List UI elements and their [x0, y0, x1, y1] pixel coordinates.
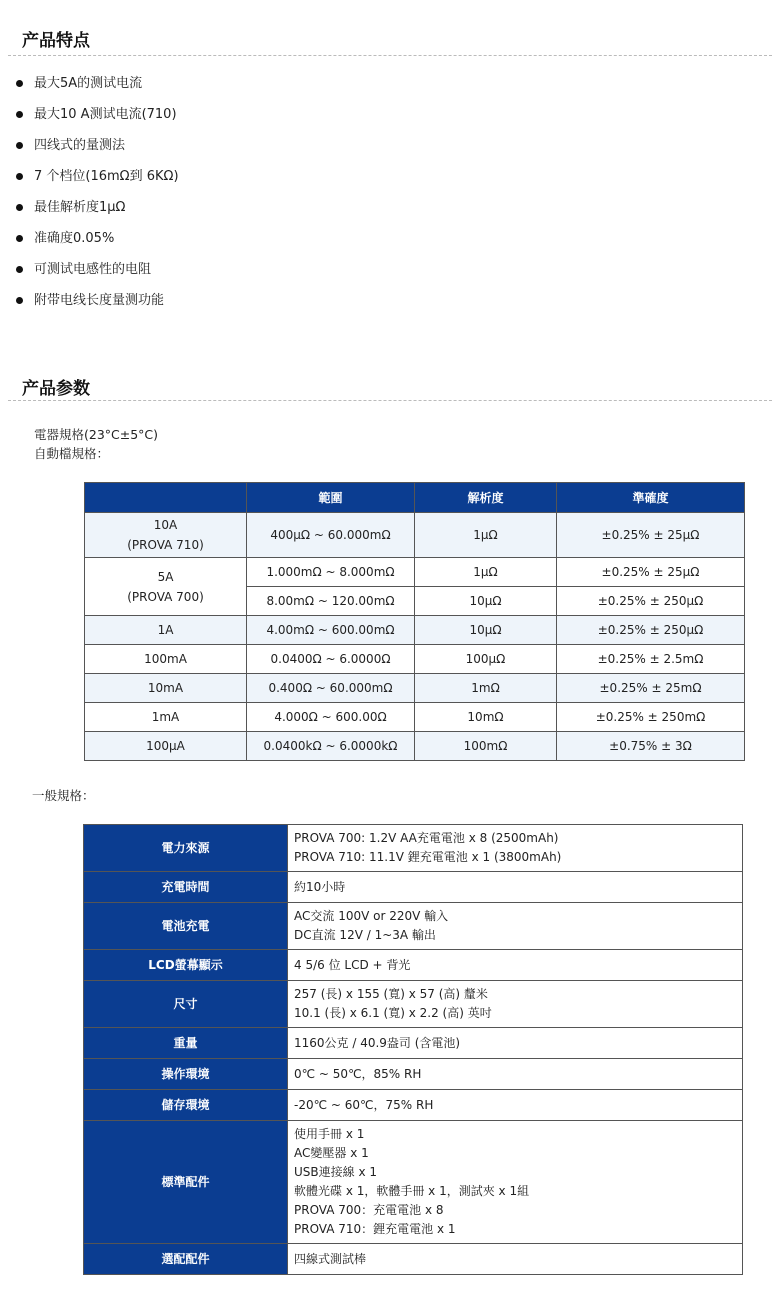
spec-value-line: PROVA 700：充電電池 x 8 [294, 1203, 444, 1217]
spec-label-cell: 選配配件 [84, 1244, 288, 1275]
spec-label-cell: 操作環境 [84, 1059, 288, 1090]
table-row [84, 1028, 743, 1059]
spec-value-cell [288, 872, 743, 903]
table-row [84, 903, 743, 950]
spec-value-line: 四線式測試棒 [294, 1251, 367, 1266]
spec-value-cell [288, 1090, 743, 1121]
current-range-text: 10A [153, 518, 178, 532]
features-title: 产品特点 [22, 31, 90, 51]
params-title: 产品参数 [22, 379, 90, 399]
current-range-text: 10mA [147, 681, 184, 695]
feature-item: 准确度0.05% [16, 223, 179, 254]
spec-label-cell: 電池充電 [84, 903, 288, 950]
spec-value-cell [288, 1121, 743, 1244]
accuracy-cell: ±0.75% ± 3Ω [557, 732, 745, 761]
spec-label-cell: 尺寸 [84, 981, 288, 1028]
table-row [85, 558, 745, 587]
feature-item: 可测试电感性的电阻 [16, 254, 179, 285]
table-header-cell: 範圍 [247, 483, 415, 513]
spec-label-cell: 儲存環境 [84, 1090, 288, 1121]
feature-item: 附带电线长度量测功能 [16, 285, 179, 316]
current-range-text: 100μA [146, 739, 185, 753]
spec-label-cell: 電力來源 [84, 825, 288, 872]
spec-value-line: -20℃ ~ 60℃，75% RH [294, 1097, 434, 1112]
feature-item: 最大10 A测试电流(710) [16, 99, 179, 130]
table-row [85, 674, 745, 703]
spec-label-cell: 重量 [84, 1028, 288, 1059]
accuracy-cell: ±0.25% ± 2.5mΩ [557, 645, 745, 674]
accuracy-cell: ±0.25% ± 25μΩ [557, 558, 745, 587]
table-row [84, 950, 743, 981]
feature-item: 最佳解析度1μΩ [16, 192, 179, 223]
spec-value-line: DC直流 12V / 1~3A 輸出 [294, 928, 436, 942]
spec-value-cell [288, 1059, 743, 1090]
current-range-text: 5A [157, 569, 174, 584]
accuracy-cell: ±0.25% ± 250mΩ [557, 703, 745, 732]
table-row [85, 732, 745, 761]
range-cell: 4.000Ω ~ 600.00Ω [247, 703, 415, 732]
range-cell: 1.000mΩ ~ 8.000mΩ [247, 558, 415, 587]
table-row [84, 981, 743, 1028]
range-cell: 4.00mΩ ~ 600.00mΩ [247, 616, 415, 645]
table-row [84, 1121, 743, 1244]
range-cell: 8.00mΩ ~ 120.00mΩ [247, 587, 415, 616]
table-row [84, 1090, 743, 1121]
general-spec-label: 一般規格： [32, 788, 95, 803]
range-cell: 0.0400Ω ~ 6.0000Ω [247, 645, 415, 674]
resolution-cell: 100μΩ [415, 645, 557, 674]
range-cell: 0.400Ω ~ 60.000mΩ [247, 674, 415, 703]
current-range-cell [85, 616, 247, 645]
spec-value-line: PROVA 700: 1.2V AA充電電池 x 8 (2500mAh) [294, 831, 559, 845]
table-row [85, 645, 745, 674]
feature-item: 7 个档位(16mΩ到 6KΩ) [16, 161, 179, 192]
spec-value-cell [288, 981, 743, 1028]
table-row [84, 1059, 743, 1090]
feature-item: 最大5A的测试电流 [16, 68, 179, 99]
divider [8, 55, 772, 56]
feature-item: 四线式的量测法 [16, 130, 179, 161]
spec-value-line: AC交流 100V or 220V 輸入 [294, 909, 449, 923]
table-row [84, 825, 743, 872]
resolution-cell: 100mΩ [415, 732, 557, 761]
table-row [85, 616, 745, 645]
spec-value-cell [288, 825, 743, 872]
spec-value-line: USB連接線 x 1 [294, 1165, 377, 1179]
accuracy-cell: ±0.25% ± 250μΩ [557, 616, 745, 645]
resolution-cell: 10mΩ [415, 703, 557, 732]
resolution-cell: 10μΩ [415, 616, 557, 645]
current-range-cell [85, 645, 247, 674]
general-spec-table [83, 824, 743, 1275]
spec-value-line: AC變壓器 x 1 [294, 1146, 369, 1160]
resolution-cell: 10μΩ [415, 587, 557, 616]
resolution-cell: 1μΩ [415, 558, 557, 587]
divider [8, 400, 772, 401]
spec-line-electrical: 電器規格(23°C±5°C) [34, 427, 159, 442]
table-row [84, 1244, 743, 1275]
spec-label-cell: 充電時間 [84, 872, 288, 903]
spec-value-line: 軟體光碟 x 1，軟體手冊 x 1，測試夾 x 1組 [294, 1184, 530, 1198]
range-cell: 0.0400kΩ ~ 6.0000kΩ [247, 732, 415, 761]
table-row [85, 703, 745, 732]
spec-value-line: 257 (長) x 155 (寬) x 57 (高) 釐米 [294, 987, 488, 1001]
spec-value-line: 使用手冊 x 1 [294, 1127, 365, 1141]
spec-value-line: 0℃ ~ 50℃，85% RH [294, 1066, 422, 1081]
accuracy-cell: ±0.25% ± 25μΩ [557, 513, 745, 558]
current-range-text: 1A [157, 623, 174, 637]
spec-value-line: PROVA 710: 11.1V 鋰充電電池 x 1 (3800mAh) [294, 850, 562, 864]
feature-list [16, 68, 179, 316]
auto-range-spec-table [84, 482, 745, 761]
current-range-text: 1mA [151, 710, 180, 724]
spec-value-cell [288, 903, 743, 950]
current-range-cell [85, 703, 247, 732]
resolution-cell: 1mΩ [415, 674, 557, 703]
spec-value-cell [288, 1028, 743, 1059]
table-header-cell: 解析度 [415, 483, 557, 513]
table-header-cell: 準確度 [557, 483, 745, 513]
accuracy-cell: ±0.25% ± 25mΩ [557, 674, 745, 703]
range-cell: 400μΩ ~ 60.000mΩ [247, 513, 415, 558]
spec-label-cell: 標準配件 [84, 1121, 288, 1244]
current-range-cell [85, 732, 247, 761]
current-range-cell [85, 513, 247, 558]
current-range-text: 100mA [144, 652, 187, 666]
spec-label-cell: LCD螢幕顯示 [84, 950, 288, 981]
table-row [85, 513, 745, 558]
table-row [84, 872, 743, 903]
spec-value-cell [288, 1244, 743, 1275]
spec-value-line: 1160公克 / 40.9盎司 (含電池) [294, 1035, 461, 1050]
current-range-text: (PROVA 700) [127, 589, 204, 604]
table-header-cell [85, 483, 247, 513]
current-range-cell [85, 674, 247, 703]
accuracy-cell: ±0.25% ± 250μΩ [557, 587, 745, 616]
current-range-cell [85, 558, 247, 616]
resolution-cell: 1μΩ [415, 513, 557, 558]
spec-value-line: 10.1 (長) x 6.1 (寬) x 2.2 (高) 英吋 [294, 1006, 492, 1020]
spec-value-line: 約10小時 [294, 879, 346, 894]
current-range-text: (PROVA 710) [127, 538, 204, 552]
spec-value-cell [288, 950, 743, 981]
spec-line-auto-range: 自動檔規格： [34, 446, 110, 461]
spec-value-line: PROVA 710：鋰充電電池 x 1 [294, 1222, 456, 1236]
spec-value-line: 4 5/6 位 LCD + 背光 [294, 957, 411, 972]
